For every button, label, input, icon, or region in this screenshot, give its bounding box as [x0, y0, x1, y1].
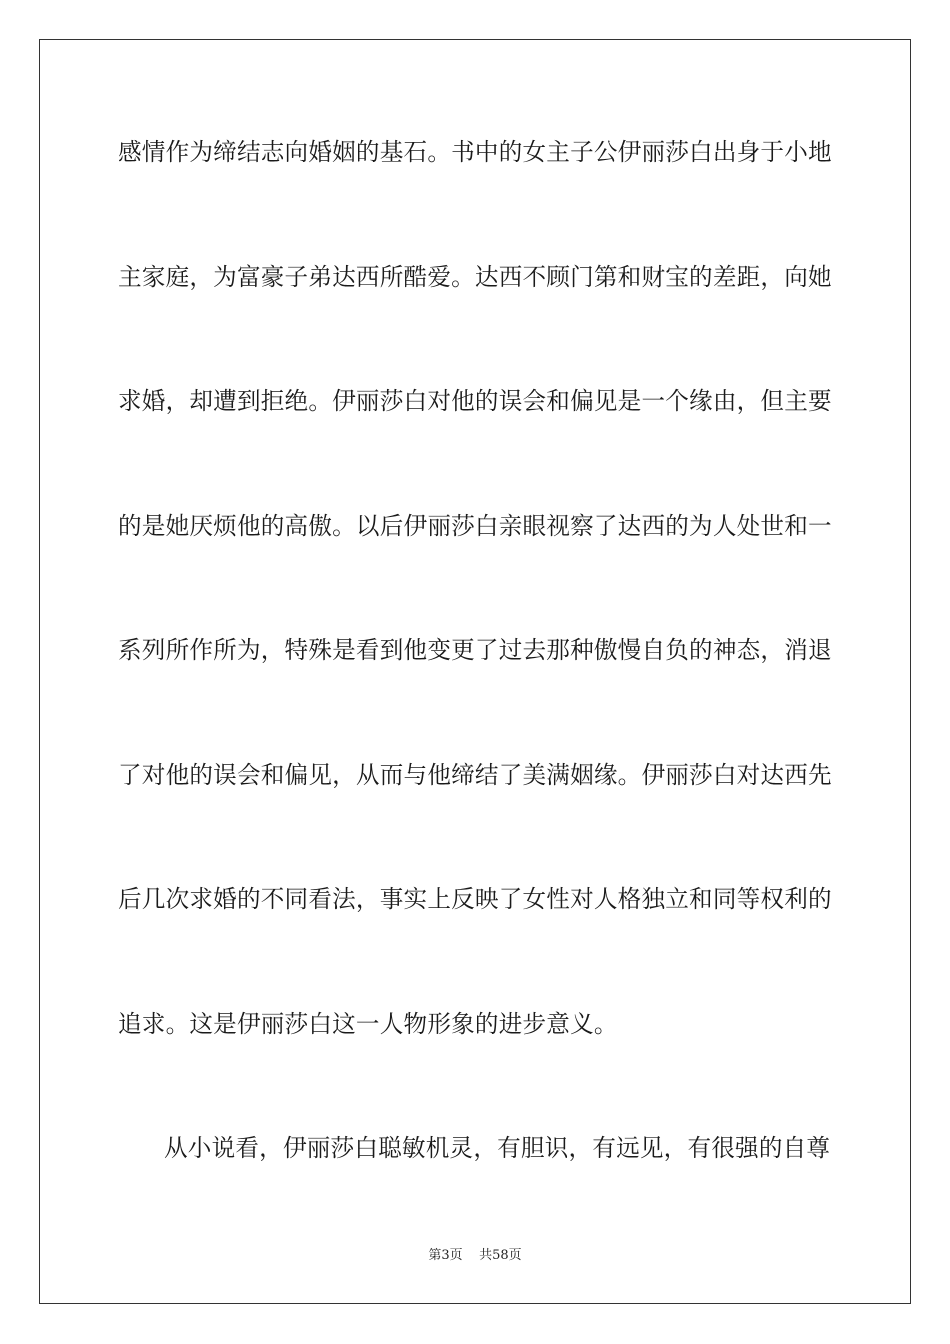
body-text-line-7: 后几次求婚的不同看法，事实上反映了女性对人格独立和同等权利的: [118, 885, 832, 913]
page-number: 第3页: [428, 1248, 463, 1263]
body-text-line-6: 了对他的误会和偏见，从而与他缔结了美满姻缘。伊丽莎白对达西先: [118, 761, 832, 789]
body-text-line-5: 系列所作所为，特殊是看到他变更了过去那种傲慢自负的神态，消退: [118, 636, 832, 664]
body-text-line-4: 的是她厌烦他的高傲。以后伊丽莎白亲眼视察了达西的为人处世和一: [118, 512, 832, 540]
body-text-line-1: 感情作为缔结志向婚姻的基石。书中的女主子公伊丽莎白出身于小地: [118, 138, 832, 166]
body-text-line-2: 主家庭，为富豪子弟达西所酷爱。达西不顾门第和财宝的差距，向她: [118, 263, 832, 291]
page-footer: [0, 1247, 950, 1265]
body-text-line-3: 求婚，却遭到拒绝。伊丽莎白对他的误会和偏见是一个缘由，但主要: [118, 387, 832, 415]
body-text-line-8: 追求。这是伊丽莎白这一人物形象的进步意义。: [118, 1010, 618, 1038]
page-total: 共58页: [479, 1248, 522, 1263]
body-text-line-9: 从小说看，伊丽莎白聪敏机灵，有胆识，有远见，有很强的自尊: [164, 1134, 831, 1162]
page-border: [39, 39, 911, 1304]
